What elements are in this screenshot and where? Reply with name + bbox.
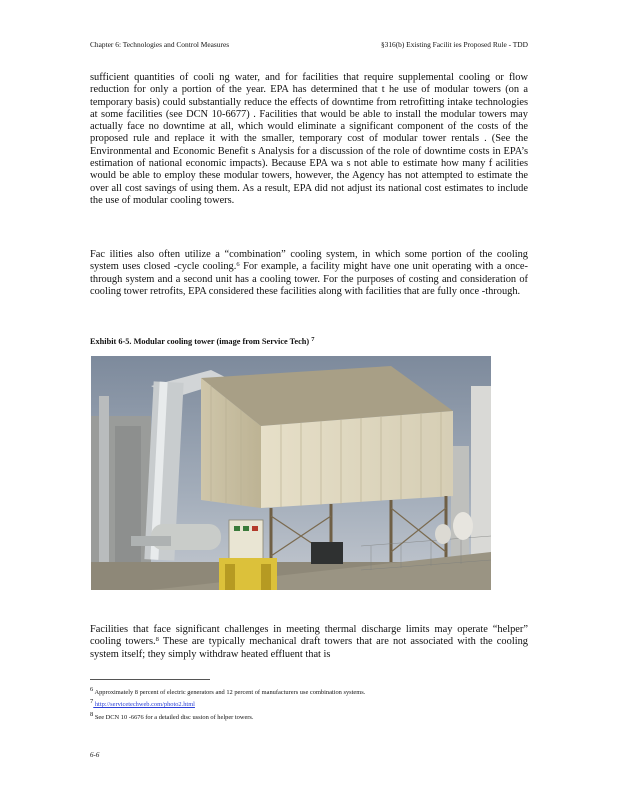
footnote-number: 7 (90, 698, 94, 705)
paragraph-text: Facilities that face significant challenges in meeting thermal discharge limits may operate “helper” cooling towers. (90, 624, 528, 648)
footnote-link[interactable]: http://servicetechweb.com/photo2.html (93, 701, 195, 708)
footnote-ref-7[interactable]: 7 (311, 336, 315, 343)
paragraph-helper-towers (90, 624, 528, 661)
footnote-number: 8 (90, 711, 94, 718)
modular-cooling-tower-photo (91, 356, 491, 590)
footnote-number: 6 (90, 686, 94, 693)
paragraph-modular-towers: sufficient quantities of cooli ng water, and for facilities that require supplemental cooling or flow reduction for only a portion of the year. EPA has determined that t he use of modular towers (on a temporary basis) could substantially reduce the effects of downtime from retrofitting intake technologies at some facilities (see DCN 10-6677) . Facilities that would be able to install the modular towers may actually face no downtime at all, which would eliminate a significant component of the costs of the proposed rule and replace it with the smaller, temporary cost of modular tower rentals . (See the Environmental and Economic Benefit s Analysis for a discussion of the role of downtime costs in EPA’s estimation of national economic impacts). Because EPA wa s not able to estimate how many f acilities would be able to employ these modular towers, however, the Agency has not attempted to estimate the over all cost savings of using them. As a result, EPA did not adjust its national cost estimates to include the use of modular cooling towers. (90, 72, 528, 206)
exhibit-caption (90, 337, 314, 346)
header-section: §316(b) Existing Facilit ies Proposed Rule - TDD (380, 40, 528, 49)
footnote-7 (90, 700, 195, 709)
page-number: 6-6 (90, 751, 100, 759)
header-chapter: Chapter 6: Technologies and Control Measures (90, 40, 230, 49)
footnote-text: See DCN 10 -6676 for a detailed disc ussion of helper towers. (93, 714, 254, 721)
footnote-6 (90, 688, 365, 697)
paragraph-text: Fac ilities also often utilize a “combination” cooling system, in which some portion of the cooling system uses closed -cycle cooling. (90, 249, 528, 273)
paragraph-text: These are typically mechanical draft towers that are not associated with the cooling system itself; they simply withdraw heated effluent that is (90, 636, 528, 660)
footnote-text: Approximately 8 percent of electric generators and 12 percent of manufacturers use combination systems. (93, 689, 366, 696)
footnote-ref-6[interactable]: 6 (236, 261, 240, 269)
footnote-ref-8[interactable]: 8 (155, 636, 159, 644)
footnote-divider (90, 679, 210, 680)
paragraph-text: For example, a facility might have one unit operating with a once-through system and a second unit has a cooling tower. For the purposes of costing and consideration of cooling tower retrofits, EPA considered these facilities along with facilities that are fully once -through. (90, 261, 528, 297)
paragraph-combination-systems (90, 249, 528, 298)
footnote-8 (90, 713, 254, 722)
caption-text: Exhibit 6-5. Modular cooling tower (image from Service Tech) (90, 337, 310, 346)
